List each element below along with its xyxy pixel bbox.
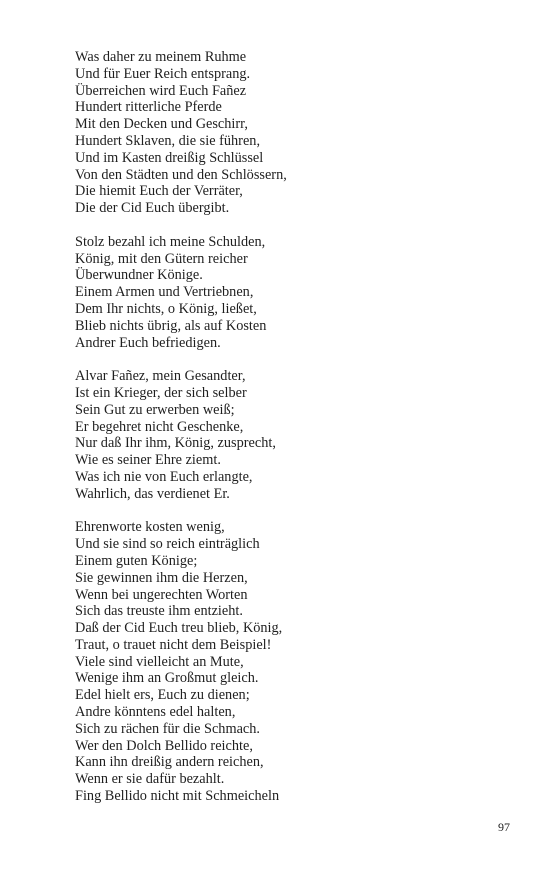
poem-line: Ehrenworte kosten wenig, — [75, 519, 225, 536]
page-number: 97 — [498, 820, 510, 834]
poem-line: Die hiemit Euch der Verräter, — [75, 183, 243, 200]
poem-line: Wer den Dolch Bellido reichte, — [75, 737, 253, 754]
poem-line: Dem Ihr nichts, o König, ließet, — [75, 300, 257, 317]
poem-line: Was ich nie von Euch erlangte, — [75, 468, 253, 485]
poem-line: Sie gewinnen ihm die Herzen, — [75, 569, 248, 586]
poem-line: Sich zu rächen für die Schmach. — [75, 720, 260, 737]
poem-line: Edel hielt ers, Euch zu dienen; — [75, 687, 250, 704]
poem-line: Nur daß Ihr ihm, König, zusprecht, — [75, 435, 276, 452]
poem-line: Überwundner Könige. — [75, 267, 203, 284]
stanza-1 — [75, 49, 515, 217]
poem-line: Ist ein Krieger, der sich selber — [75, 384, 247, 401]
poem-line: Kann ihn dreißig andern reichen, — [75, 754, 264, 771]
poem-line: Sich das treuste ihm entzieht. — [75, 603, 243, 620]
stanza-2 — [75, 234, 515, 352]
poem-line: Andre könntens edel halten, — [75, 704, 236, 721]
poem-line: Wie es seiner Ehre ziemt. — [75, 452, 221, 469]
poem-line: Mit den Decken und Geschirr, — [75, 116, 248, 133]
poem-line: Und sie sind so reich einträglich — [75, 536, 260, 553]
poem-line: Stolz bezahl ich meine Schulden, — [75, 233, 266, 250]
poem-line: Was daher zu meinem Ruhme — [75, 49, 247, 65]
poem-line: Alvar Fañez, mein Gesandter, — [75, 368, 246, 385]
poem-line: Er begehret nicht Geschenke, — [75, 418, 244, 435]
poem-line: Wenn bei ungerechten Worten — [75, 586, 248, 603]
stanza-4 — [75, 519, 515, 805]
poem-line: Wenige ihm an Großmut gleich. — [75, 670, 259, 687]
poem-line: Einem Armen und Vertriebnen, — [75, 284, 254, 301]
poem-line: Einem guten Könige; — [75, 552, 198, 569]
poem-line: Traut, o trauet nicht dem Beispiel! — [75, 636, 272, 653]
poem-line: Wenn er sie dafür bezahlt. — [75, 771, 225, 788]
poem-line: König, mit den Gütern reicher — [75, 250, 248, 267]
poem-line: Überreichen wird Euch Fañez — [75, 82, 247, 99]
poem-line: Sein Gut zu erwerben weiß; — [75, 401, 235, 418]
poem-line: Wahrlich, das verdienet Er. — [75, 485, 230, 502]
poem-line: Und im Kasten dreißig Schlüssel — [75, 149, 264, 166]
poem-line: Andrer Euch befriedigen. — [75, 334, 221, 351]
poem-line: Hundert Sklaven, die sie führen, — [75, 132, 261, 149]
poem-line: Blieb nichts übrig, als auf Kosten — [75, 317, 267, 334]
poem-line: Viele sind vielleicht an Mute, — [75, 653, 244, 670]
poem-line: Daß der Cid Euch treu blieb, König, — [75, 620, 283, 637]
poem-line: Von den Städten und den Schlössern, — [75, 166, 287, 183]
poem-line: Und für Euer Reich entsprang. — [75, 65, 251, 82]
poem-text — [75, 49, 515, 805]
poem-line: Die der Cid Euch übergibt. — [75, 200, 230, 217]
stanza-3 — [75, 368, 515, 502]
poem-line: Fing Bellido nicht mit Schmeicheln — [75, 788, 280, 805]
poem-line: Hundert ritterliche Pferde — [75, 99, 222, 116]
